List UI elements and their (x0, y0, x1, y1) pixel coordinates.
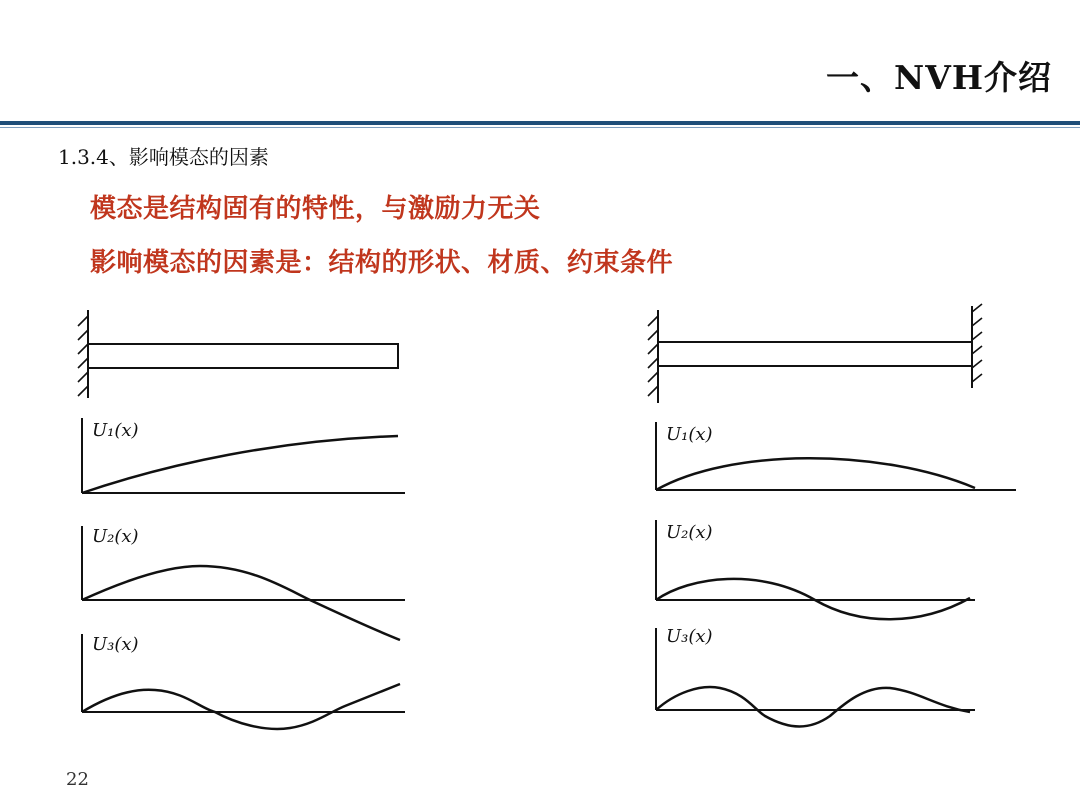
mode-2-label: U₂(x) (92, 526, 139, 547)
mode-3-curve (656, 687, 970, 726)
mode-1-label: U₁(x) (92, 420, 139, 441)
mode-3-label: U₃(x) (92, 634, 139, 655)
mode-1-plot (656, 422, 1016, 490)
fixed-fixed-mode-figure (630, 298, 1030, 748)
fixed-fixed-mode-diagram (630, 298, 1030, 748)
wall-hatching (78, 316, 88, 396)
mode-2-plot (656, 520, 975, 619)
right-wall-hatching (972, 304, 982, 382)
cantilever-mode-diagram (60, 298, 430, 748)
mode-1-curve (82, 436, 398, 493)
mode-2-curve (82, 566, 400, 640)
mode-3-label: U₃(x) (666, 626, 713, 647)
mode-1-label: U₁(x) (666, 424, 713, 445)
section-heading: 1.3.4、影响模态的因素 (58, 145, 269, 169)
mode-3-plot (656, 626, 975, 727)
header-divider (0, 121, 1080, 125)
mode-3-curve (82, 684, 400, 729)
mode-1-plot (82, 418, 405, 493)
mode-2-plot (82, 526, 405, 640)
fixed-fixed-beam (658, 342, 972, 366)
mode-2-label: U₂(x) (666, 522, 713, 543)
highlight-statement-2: 影响模态的因素是：结构的形状、材质、约束条件 (90, 248, 674, 278)
mode-1-curve (656, 458, 975, 490)
highlight-statement-1: 模态是结构固有的特性，与激励力无关 (90, 194, 541, 224)
slide-title: 一、NVH介绍 (826, 58, 1052, 97)
page-number: 22 (66, 769, 89, 790)
header-divider-thin (0, 127, 1080, 128)
left-wall-hatching (648, 316, 658, 396)
cantilever-mode-figure (60, 298, 430, 748)
mode-3-plot (82, 634, 405, 729)
cantilever-beam (88, 344, 398, 368)
